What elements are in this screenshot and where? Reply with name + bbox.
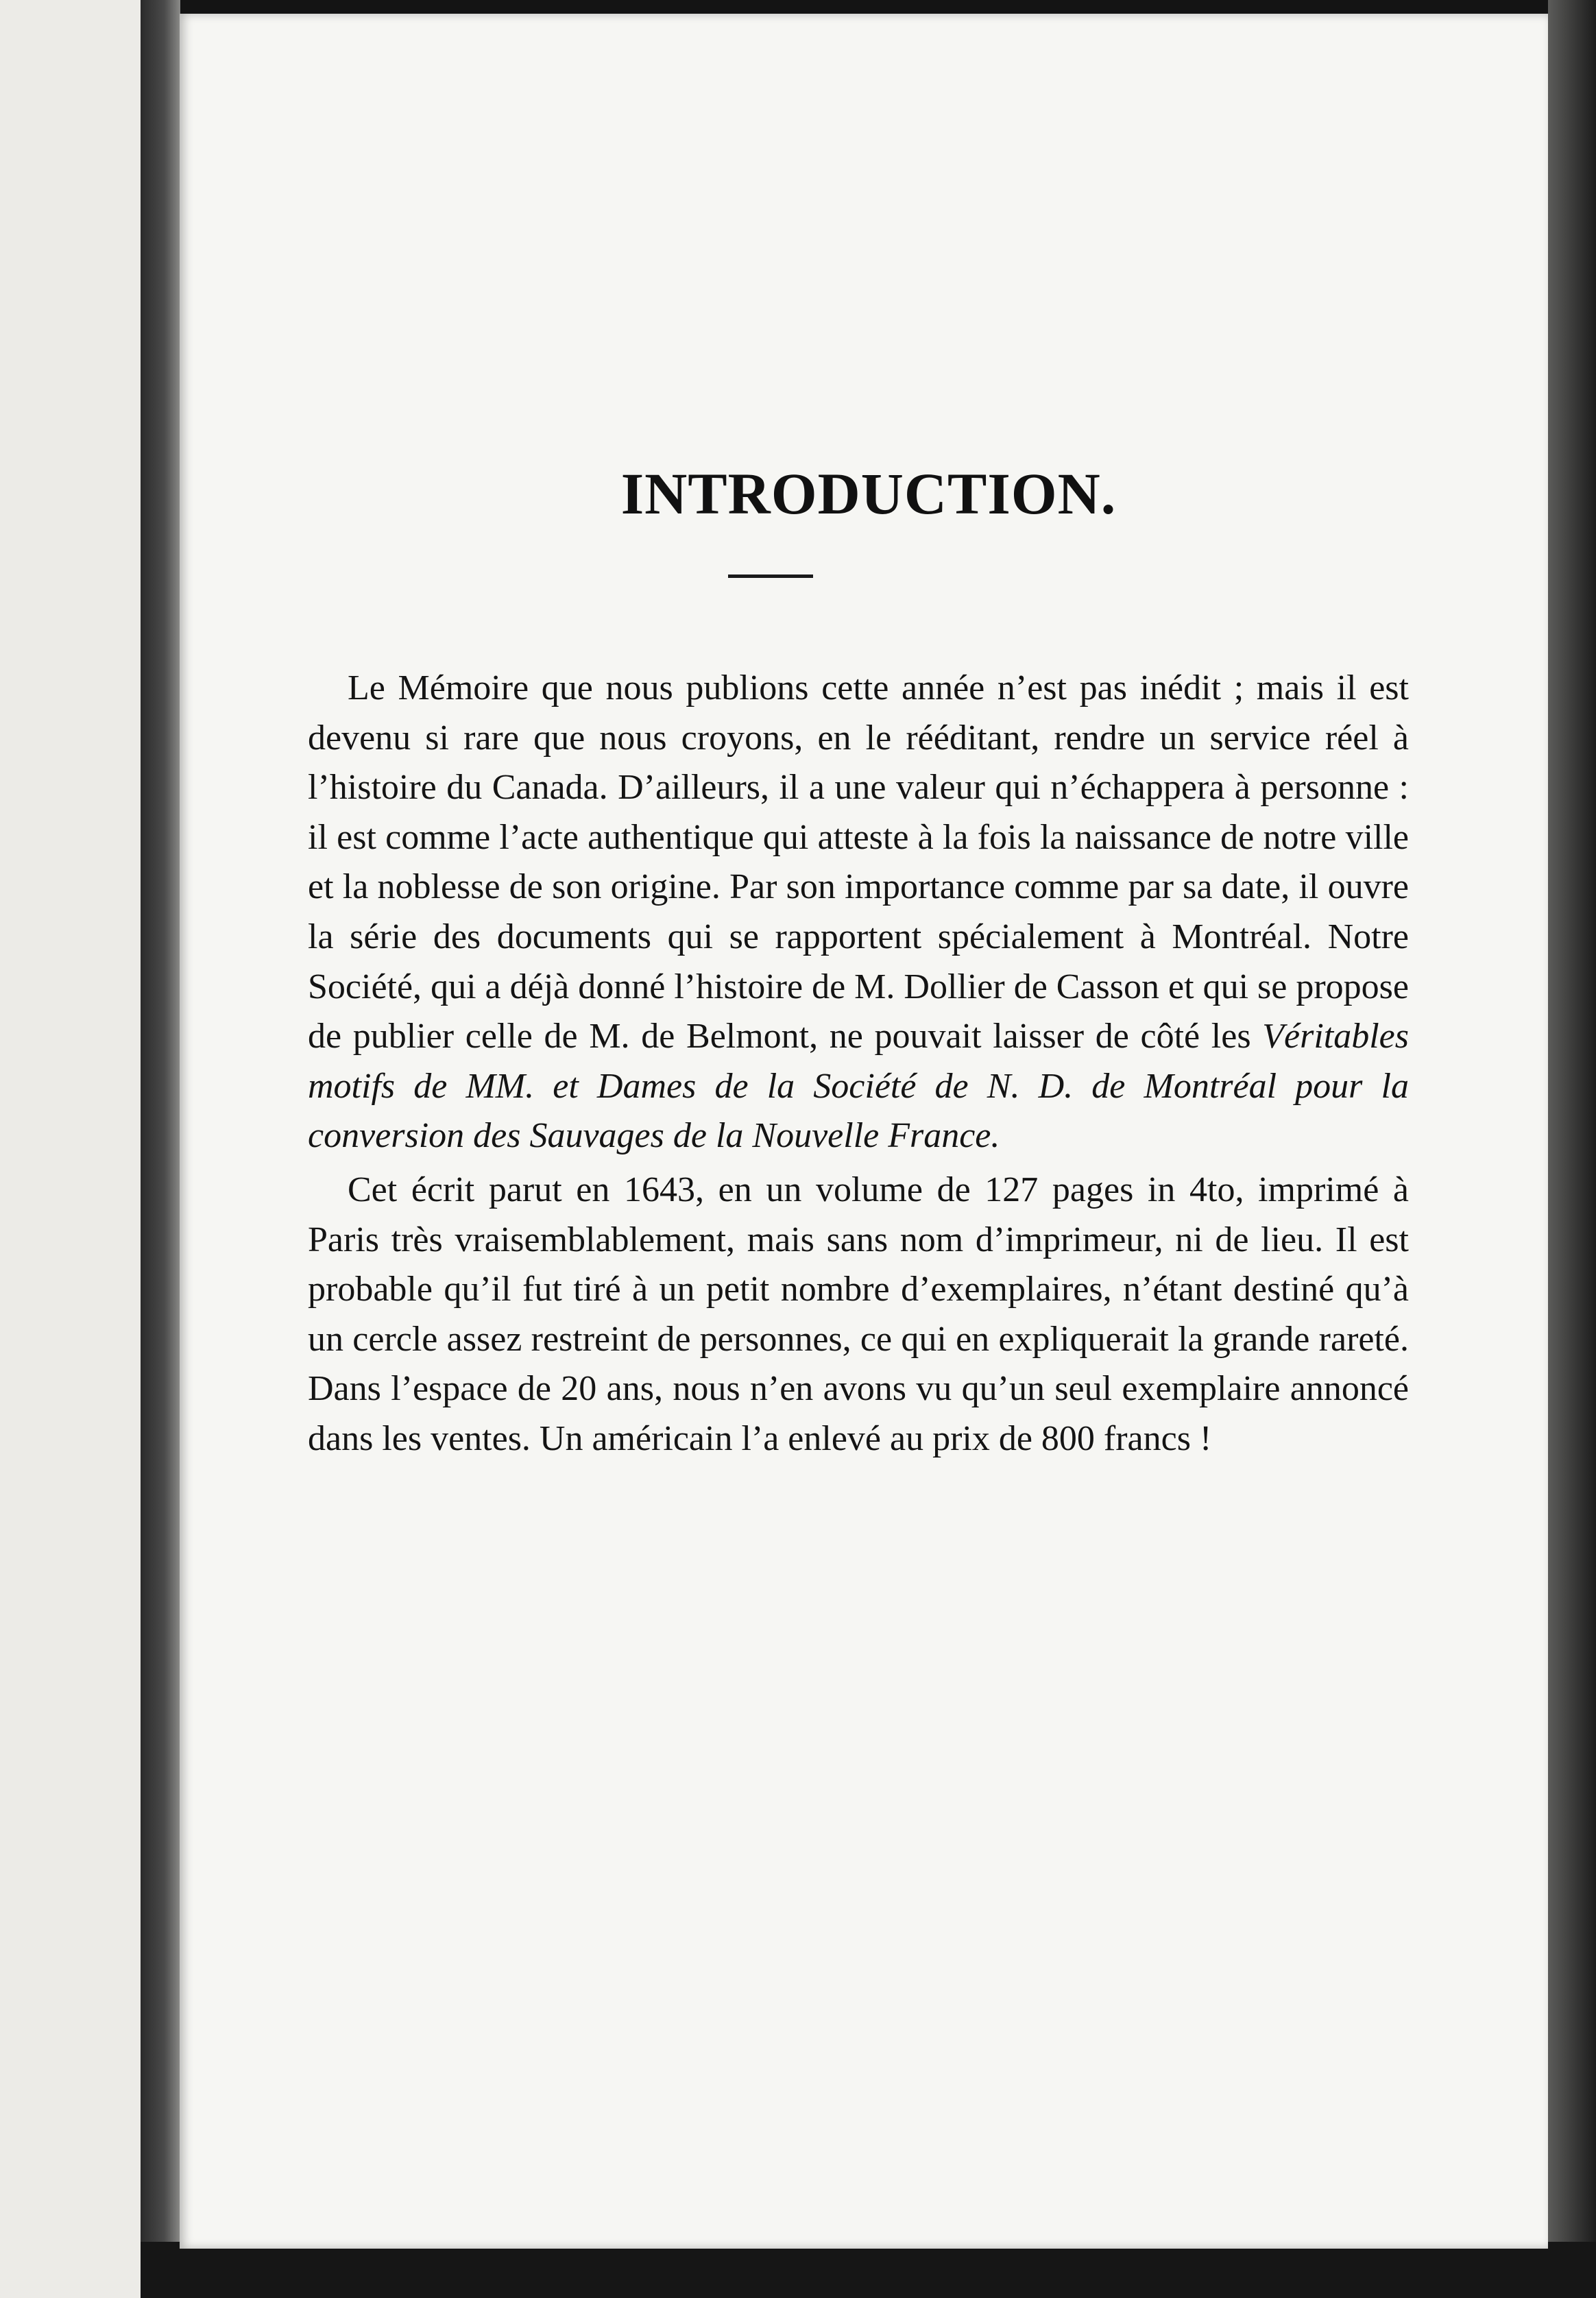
scan-bottom-edge	[141, 2242, 1596, 2298]
book-page	[180, 14, 1548, 2249]
page-title: INTRODUCTION.	[620, 461, 1117, 527]
binding-shadow	[141, 0, 180, 2242]
scan-left-margin	[0, 0, 141, 2298]
title-divider	[728, 574, 813, 578]
paragraph-1-text: Le Mémoire que nous publions cette année n’est pas inédit ; mais il est devenu si rare que nous croyons, en le rééditant, rendre un service réel à l’histoire du Canada. D’ailleurs, il a une valeur qui n’échappera à personne : il est comme l’acte authentique qui atteste à la fois la naissance de notre ville et la noblesse de son origine. Par son importance comme par sa date, il ouvre la série des documents qui se rapportent spécialement à Montréal. Notre Société, qui a déjà donné l’histoire de M. Dollier de Casson et qui se propose de publier celle de M. de Belmont, ne pouvait laisser de côté les	[308, 668, 1409, 1056]
paragraph-2: Cet écrit parut en 1643, en un volume de 127 pages in 4to, imprimé à Paris très vraisemblablement, mais sans nom d’imprimeur, ni de lieu. Il est probable qu’il fut tiré à un petit nombre d’exemplaires, n’étant destiné qu’à un cercle assez restreint de personnes, ce qui en expliquerait la grande rareté. Dans l’espace de 20 ans, nous n’en avons vu qu’un seul exemplaire annoncé dans les ventes. Un américain l’a enlevé au prix de 800 francs !	[308, 1170, 1409, 1458]
paragraph-1	[308, 664, 1409, 1161]
paragraph-1-italic-title: Véritables motifs de MM. et Dames de la Société de N. D. de Montréal pour la conversion des Sauvages de la Nouvelle France.	[308, 1017, 1409, 1156]
scan-right-edge	[1548, 0, 1596, 2298]
body-text	[308, 664, 1409, 1468]
